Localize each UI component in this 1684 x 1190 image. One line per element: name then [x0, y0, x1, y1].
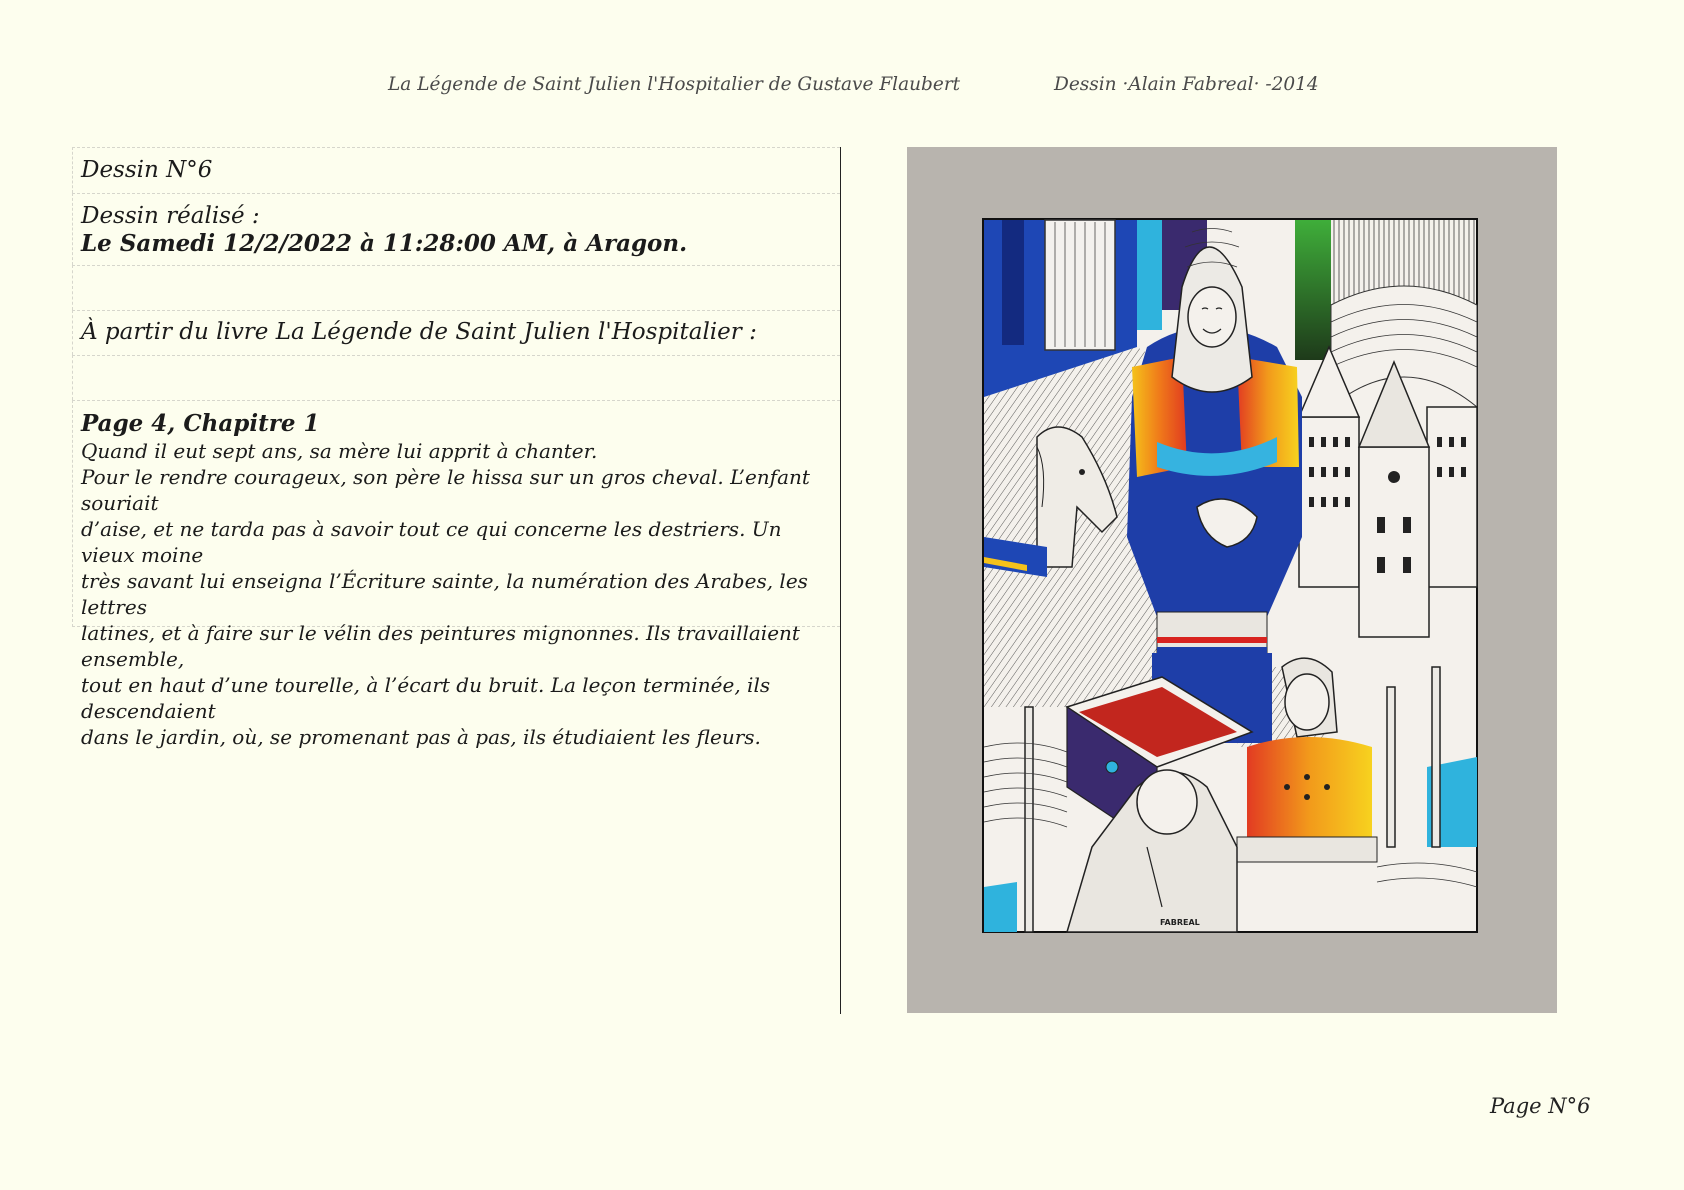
passage-reference: Page 4, Chapitre 1 [81, 410, 320, 437]
passage-line: Pour le rendre courageux, son père le hissa sur un gros cheval. L’enfant souriait [81, 465, 810, 515]
signature: FABREAL [1160, 918, 1200, 927]
curtain [1045, 220, 1115, 350]
drawing-number: Dessin N°6 [72, 147, 840, 193]
passage-block [72, 400, 840, 749]
boy-face [1285, 674, 1329, 730]
green-bar [1295, 220, 1331, 360]
monk-face [1137, 770, 1197, 834]
column-divider [840, 147, 841, 1014]
book-title-header: La Légende de Saint Julien l'Hospitalier de Gustave Flaubert [388, 74, 961, 95]
passage-line: Quand il eut sept ans, sa mère lui apprit à chanter. [81, 439, 598, 463]
empty-row [72, 265, 840, 310]
description-panel [72, 147, 840, 749]
passage-line: très savant lui enseigna l’Écriture sainte, la numération des Arabes, les lettres [81, 569, 808, 619]
artist-credit-header: Dessin ·Alain Fabreal· -2014 [1054, 74, 1319, 95]
woman-face [1188, 287, 1236, 347]
passage-line: tout en haut d’une tourelle, à l’écart du bruit. La leçon terminée, ils descendaient [81, 673, 771, 723]
creation-date: Le Samedi 12/2/2022 à 11:28:00 AM, à Aragon. [81, 230, 688, 257]
creation-info [72, 193, 840, 265]
illustration [907, 147, 1557, 1013]
passage-line: d’aise, et ne tarda pas à savoir tout ce qui concerne les destriers. Un vieux moine [81, 517, 782, 567]
page-number: Page N°6 [1490, 1094, 1591, 1118]
empty-row [72, 355, 840, 400]
creation-label: Dessin réalisé : [81, 203, 260, 229]
boy-vest [1247, 737, 1372, 847]
passage-line: latines, et à faire sur le vélin des peintures mignonnes. Ils travaillaient ensemble, [81, 621, 800, 671]
source-book: À partir du livre La Légende de Saint Julien l'Hospitalier : [72, 310, 840, 355]
passage-line: dans le jardin, où, se promenant pas à pas, ils étudiaient les fleurs. [81, 725, 761, 749]
